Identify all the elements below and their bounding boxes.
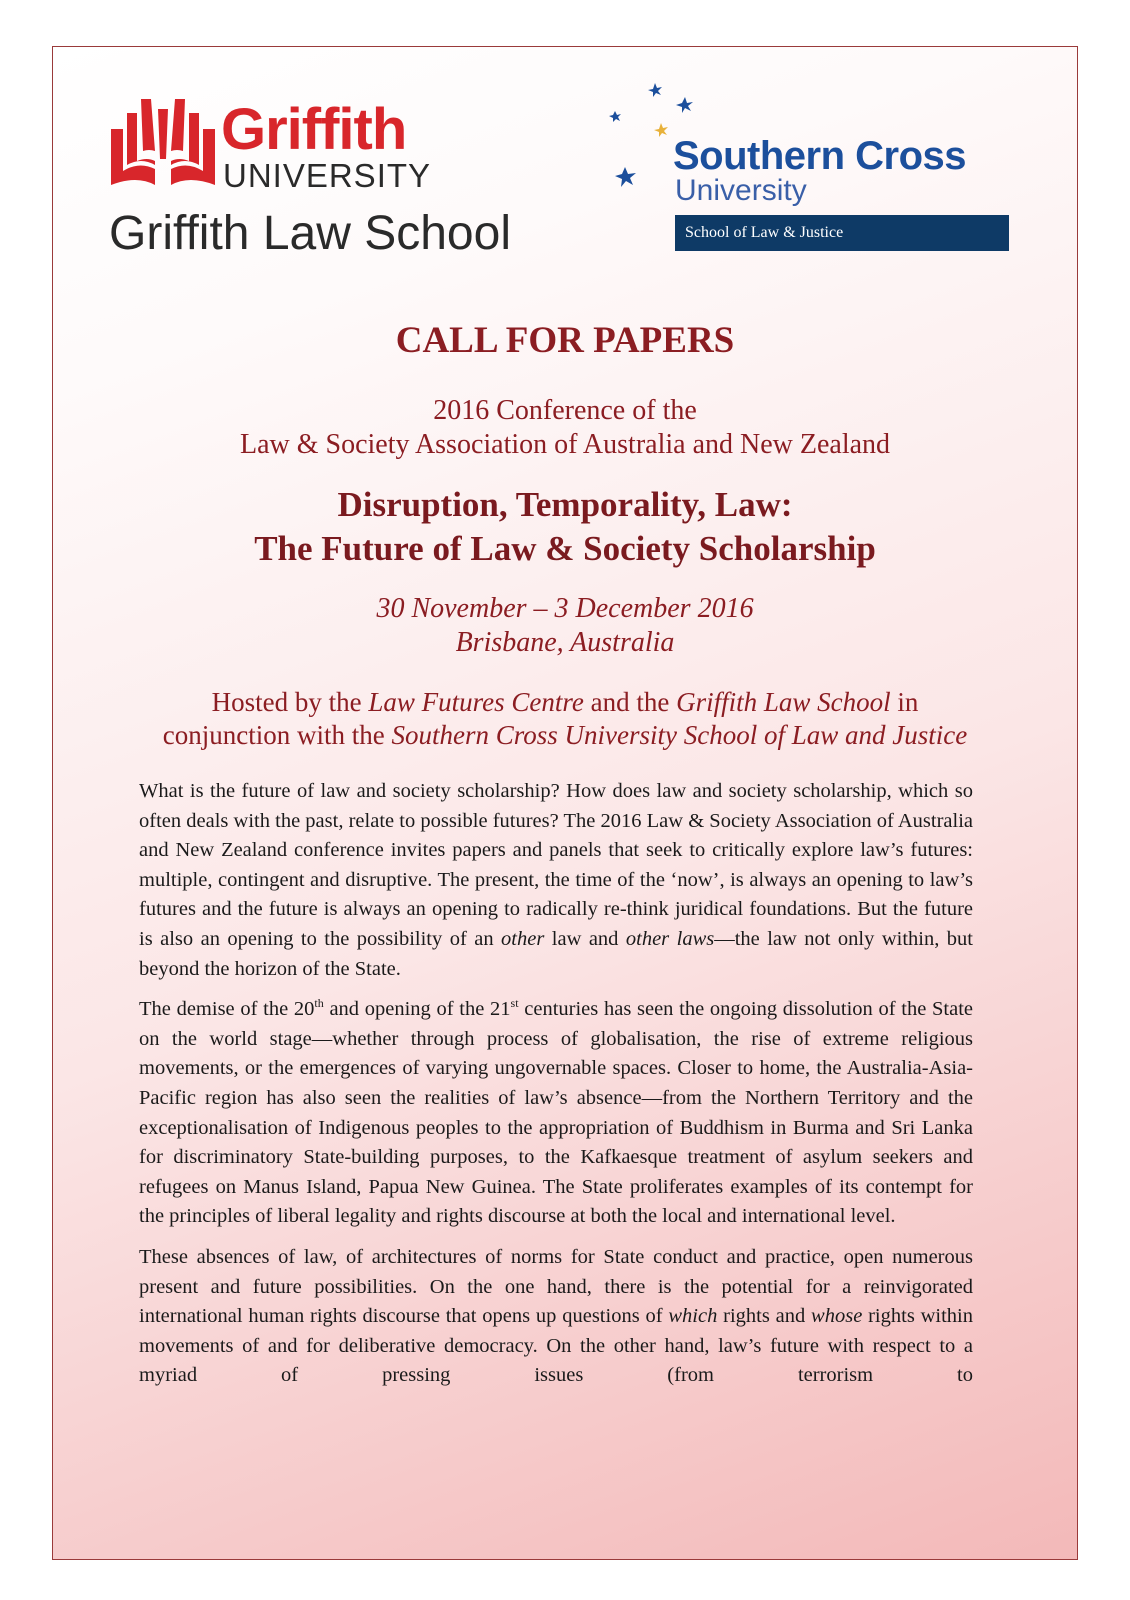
conference-location: Brisbane, Australia: [455, 627, 675, 658]
p3-italic-whose: whose: [811, 1305, 863, 1328]
law-futures-centre: Law Futures Centre: [368, 687, 584, 717]
body-paragraph-1: [139, 777, 973, 984]
p1-italic-other-laws: other laws: [625, 927, 715, 950]
hosted-by-line-1: [53, 687, 1077, 718]
star-icon: [654, 123, 668, 137]
griffith-logo: [109, 99, 529, 269]
hosted-mid: and the: [583, 687, 677, 717]
p2-sup-th: th: [314, 996, 324, 1011]
star-icon: [648, 83, 662, 97]
p2-text-b: and opening of the 21: [323, 998, 511, 1021]
p3-text-a: These absences of law, of architectures of norms for State conduct and practice, open numerous present and future possibilities. On the one hand, there is the potential for a reinvigorated international human rights discourse that opens up questions of: [139, 1245, 973, 1328]
griffith-wordmark: Griffith: [221, 97, 407, 162]
page-frame: [52, 46, 1078, 1560]
southern-cross-wordmark: Southern Cross: [673, 134, 967, 178]
star-icon: [615, 167, 636, 187]
conference-line-1: 2016 Conference of the: [433, 395, 697, 426]
p1-text-b: law and: [544, 927, 626, 950]
star-icon: [676, 97, 693, 113]
p3-italic-which: which: [668, 1305, 718, 1328]
southern-cross-university-label: University: [675, 174, 807, 207]
p2-sup-st: st: [510, 996, 519, 1011]
p3-text-b: rights and: [717, 1305, 812, 1328]
griffith-law-school-name: Griffith Law School: [676, 687, 891, 717]
conference-line-2: Law & Society Association of Australia and New Zealand: [239, 429, 891, 460]
p2-text-a: The demise of the 20: [139, 998, 315, 1021]
hosted-by-line-2: [53, 720, 1077, 751]
p2-text-c: centuries has seen the ongoing dissolution of the State on the world stage—whether through process of globalisation, the rise of extreme religious movements, or the emergences of varying ungovernable spaces. Closer to home, the Australia-Asia-Pacific region has also seen the realities of law’s absence—from the Northern Territory and the exceptionalisation of Indigenous peoples to the appropriation of Buddhism in Burma and Sri Lanka for discriminatory State-building purposes, to the Kafkaesque treatment of asylum seekers and refugees on Manus Island, Papua New Guinea. The State proliferates examples of its contempt for the principles of liberal legality and rights discourse at both the local and international level.: [139, 998, 974, 1228]
griffith-university-label: UNIVERSITY: [223, 157, 432, 194]
southern-cross-school-name: Southern Cross University School of Law and Justice: [391, 720, 968, 750]
p1-text-a: What is the future of law and society scholarship? How does law and society scholarship, which so often deals with the past, relate to possible futures? The 2016 Law & Society Association of Australia and New Zealand conference invites papers and panels that seek to critically explore law’s futures: multiple, contingent and disruptive. The present, the time of the ‘now’, is always an opening to law’s futures and the future is always an opening to radically re-think juridical foundations. But the future is also an opening to the possibility of an: [139, 780, 973, 950]
griffith-emblem-icon: [109, 99, 217, 191]
body-paragraph-2: [139, 995, 973, 1232]
southern-cross-school-bar: School of Law & Justice: [675, 215, 1009, 251]
hosted-suffix: in: [890, 687, 919, 717]
star-icon: [609, 111, 621, 122]
body-text: [139, 777, 973, 1402]
conference-theme-line-2: The Future of Law & Society Scholarship: [254, 529, 876, 568]
call-for-papers-title: CALL FOR PAPERS: [395, 320, 735, 361]
conference-theme-line-1: Disruption, Temporality, Law:: [337, 485, 793, 524]
p3-text-c: rights within movements of and for deliberative democracy. On the other hand, law’s future with respect to a myriad of pressing issues (from terrorism to: [139, 1305, 973, 1387]
body-paragraph-3: [139, 1243, 973, 1391]
conjunction-prefix: conjunction with the: [162, 720, 392, 750]
p1-text-c: —the law not only within, but beyond the horizon of the State.: [139, 927, 973, 980]
p1-italic-other: other: [501, 927, 545, 950]
hosted-prefix: Hosted by the: [211, 687, 369, 717]
griffith-law-school-label: Griffith Law School: [109, 207, 511, 260]
southern-cross-logo: [605, 81, 1015, 261]
conference-dates: 30 November – 3 December 2016: [376, 593, 754, 624]
